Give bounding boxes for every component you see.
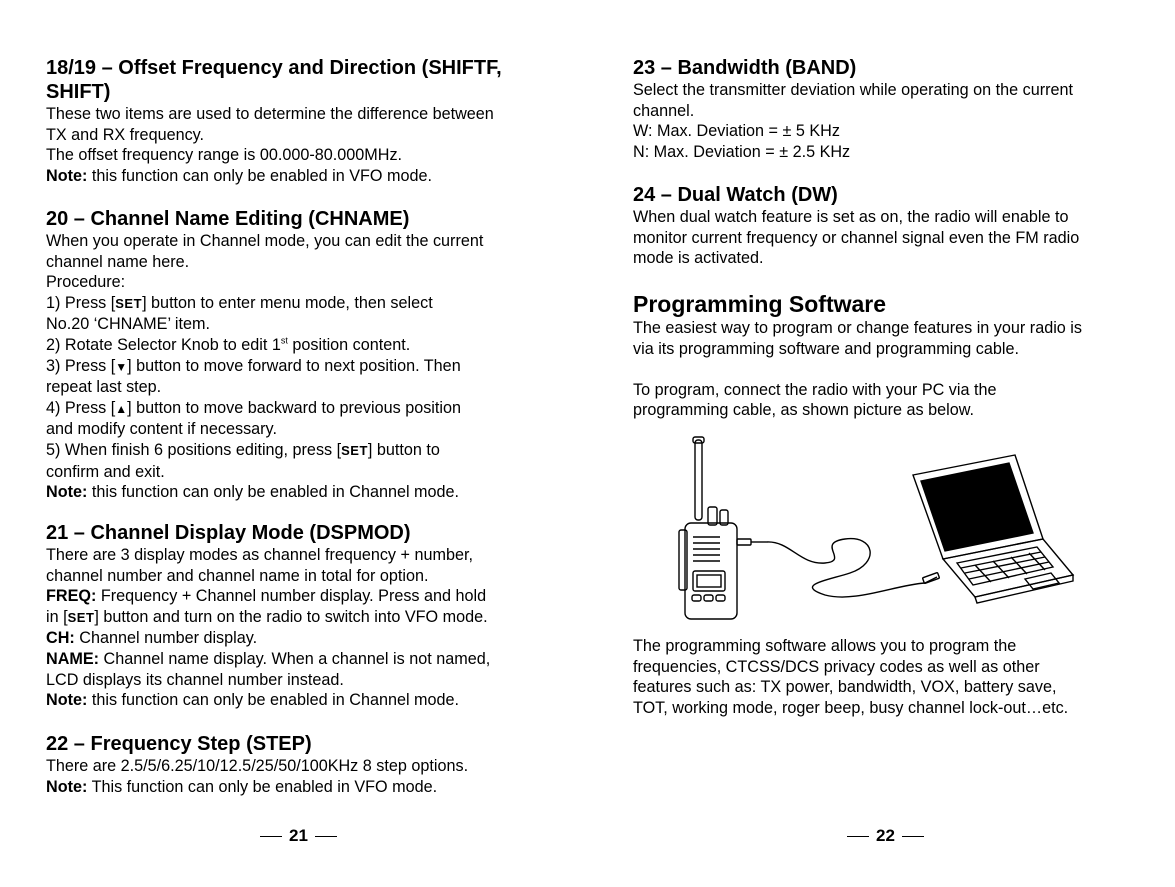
note-text: this function can only be enabled in Channel mode. bbox=[87, 691, 460, 710]
body-line: via its programming software and programming cable. bbox=[633, 339, 1019, 358]
programming-cable bbox=[767, 539, 937, 597]
section-title: 23 – Bandwidth (BAND) bbox=[633, 57, 857, 79]
section-software-features bbox=[633, 636, 1068, 718]
page-number-left bbox=[253, 826, 344, 846]
freq-label: FREQ: bbox=[46, 587, 97, 606]
section-title: 24 – Dual Watch (DW) bbox=[633, 184, 838, 206]
set-key-label: SET bbox=[341, 442, 368, 458]
body-line: programming cable, as shown picture as below. bbox=[633, 401, 975, 420]
section-title: 18/19 – Offset Frequency and Direction (SHIFTF, bbox=[46, 57, 502, 79]
note-line bbox=[46, 690, 490, 711]
step-text: ] button to move backward to previous position bbox=[127, 398, 461, 417]
body-line: channel. bbox=[633, 101, 695, 120]
cable-plug bbox=[737, 539, 751, 545]
body-line: These two items are used to determine the difference between bbox=[46, 105, 494, 123]
ch-line bbox=[46, 628, 490, 649]
section-title: 22 – Frequency Step (STEP) bbox=[46, 733, 312, 755]
note-label: Note: bbox=[46, 691, 88, 710]
body-line: TX and RX frequency. bbox=[46, 125, 205, 144]
step-4-cont: and modify content if necessary. bbox=[46, 420, 277, 439]
body-line: W: Max. Deviation = ± 5 KHz bbox=[633, 122, 840, 141]
step-text: 1) Press [ bbox=[46, 293, 116, 312]
name-line-cont: LCD displays its channel number instead. bbox=[46, 670, 344, 689]
body-line: The offset frequency range is 00.000-80.000MHz. bbox=[46, 146, 403, 165]
body-text: in [ bbox=[46, 607, 68, 626]
body-line: Select the transmitter deviation while operating on the current bbox=[633, 81, 1074, 99]
step-3-cont: repeat last step. bbox=[46, 378, 162, 397]
dash-divider bbox=[315, 836, 337, 837]
note-line bbox=[46, 166, 502, 187]
step-text: 3) Press [ bbox=[46, 356, 116, 375]
laptop-touchpad bbox=[1025, 573, 1059, 589]
section-frequency-step bbox=[46, 732, 468, 797]
step-1 bbox=[46, 293, 483, 315]
ch-label: CH: bbox=[46, 629, 75, 648]
body-line: monitor current frequency or channel signal even the FM radio bbox=[633, 228, 1080, 247]
note-label: Note: bbox=[46, 483, 88, 502]
body-line: TOT, working mode, roger beep, busy channel lock-out…etc. bbox=[633, 698, 1069, 717]
page-number: 22 bbox=[876, 826, 895, 845]
body-line: frequencies, CTCSS/DCS privacy codes as well as other bbox=[633, 657, 1040, 676]
step-text: 4) Press [ bbox=[46, 398, 116, 417]
step-text: ] button to move forward to next position. Then bbox=[127, 356, 461, 375]
body-line: channel name here. bbox=[46, 252, 190, 271]
step-text: ] button to bbox=[367, 440, 440, 459]
body-line: There are 3 display modes as channel frequency + number, bbox=[46, 546, 473, 564]
ch-text: Channel number display. bbox=[74, 629, 258, 648]
section-channel-name-editing bbox=[46, 207, 483, 503]
freq-text: Frequency + Channel number display. Press and hold bbox=[96, 587, 487, 606]
section-title: 20 – Channel Name Editing (CHNAME) bbox=[46, 208, 410, 230]
body-line: The easiest way to program or change features in your radio is bbox=[633, 319, 1082, 337]
superscript: st bbox=[280, 335, 288, 346]
body-line: mode is activated. bbox=[633, 249, 764, 268]
dash-divider bbox=[902, 836, 924, 837]
section-bandwidth bbox=[633, 56, 1073, 162]
section-offset-frequency bbox=[46, 56, 502, 186]
body-text: ] button and turn on the radio to switch into VFO mode. bbox=[94, 607, 488, 626]
body-line: channel number and channel name in total for option. bbox=[46, 566, 429, 585]
body-line: To program, connect the radio with your PC via the bbox=[633, 380, 997, 399]
note-text: This function can only be enabled in VFO mode. bbox=[87, 777, 438, 796]
step-3 bbox=[46, 356, 483, 378]
body-line: Procedure: bbox=[46, 273, 126, 292]
step-2 bbox=[46, 335, 483, 356]
radio-antenna bbox=[695, 440, 702, 520]
body-line: N: Max. Deviation = ± 2.5 KHz bbox=[633, 142, 851, 161]
radio-knob bbox=[708, 507, 717, 525]
note-label: Note: bbox=[46, 777, 88, 796]
section-channel-display-mode bbox=[46, 521, 490, 711]
step-5-cont: confirm and exit. bbox=[46, 462, 165, 481]
body-line: features such as: TX power, bandwidth, VOX, battery save, bbox=[633, 678, 1057, 697]
step-text: position content. bbox=[287, 335, 411, 354]
step-text: 5) When finish 6 positions editing, press [ bbox=[46, 440, 342, 459]
body-line: When you operate in Channel mode, you can edit the current bbox=[46, 232, 484, 250]
name-text: Channel name display. When a channel is not named, bbox=[99, 649, 491, 668]
step-4 bbox=[46, 398, 483, 420]
dash-divider bbox=[847, 836, 869, 837]
set-key-label: SET bbox=[115, 295, 143, 311]
radio-lcd bbox=[693, 571, 725, 591]
set-key-label: SET bbox=[67, 609, 95, 625]
freq-line-cont bbox=[46, 607, 490, 629]
down-arrow-icon: ▼ bbox=[115, 359, 128, 374]
step-text: 2) Rotate Selector Knob to edit 1 bbox=[46, 335, 281, 354]
step-5 bbox=[46, 440, 483, 462]
note-text: this function can only be enabled in VFO mode. bbox=[87, 166, 433, 185]
note-line bbox=[46, 777, 468, 798]
section-title-cont: SHIFT) bbox=[46, 81, 111, 103]
section-dual-watch bbox=[633, 183, 1079, 269]
up-arrow-icon: ▲ bbox=[115, 401, 128, 416]
body-line: There are 2.5/5/6.25/10/12.5/25/50/100KHz 8 step options. bbox=[46, 757, 469, 775]
step-1-cont: No.20 ‘CHNAME’ item. bbox=[46, 315, 211, 334]
section-title: Programming Software bbox=[633, 291, 887, 317]
note-text: this function can only be enabled in Channel mode. bbox=[87, 483, 460, 502]
body-line: When dual watch feature is set as on, the radio will enable to bbox=[633, 208, 1069, 226]
note-label: Note: bbox=[46, 166, 88, 185]
section-programming-software bbox=[633, 290, 1082, 421]
page-number: 21 bbox=[289, 826, 308, 845]
step-text: ] button to enter menu mode, then select bbox=[142, 293, 433, 312]
dash-divider bbox=[260, 836, 282, 837]
name-line bbox=[46, 649, 490, 670]
page-number-right bbox=[840, 826, 931, 846]
note-line bbox=[46, 482, 483, 503]
programming-cable-illustration bbox=[675, 435, 1075, 625]
section-title: 21 – Channel Display Mode (DSPMOD) bbox=[46, 522, 411, 544]
name-label: NAME: bbox=[46, 649, 100, 668]
body-line: The programming software allows you to program the bbox=[633, 637, 1017, 655]
freq-line bbox=[46, 586, 490, 607]
